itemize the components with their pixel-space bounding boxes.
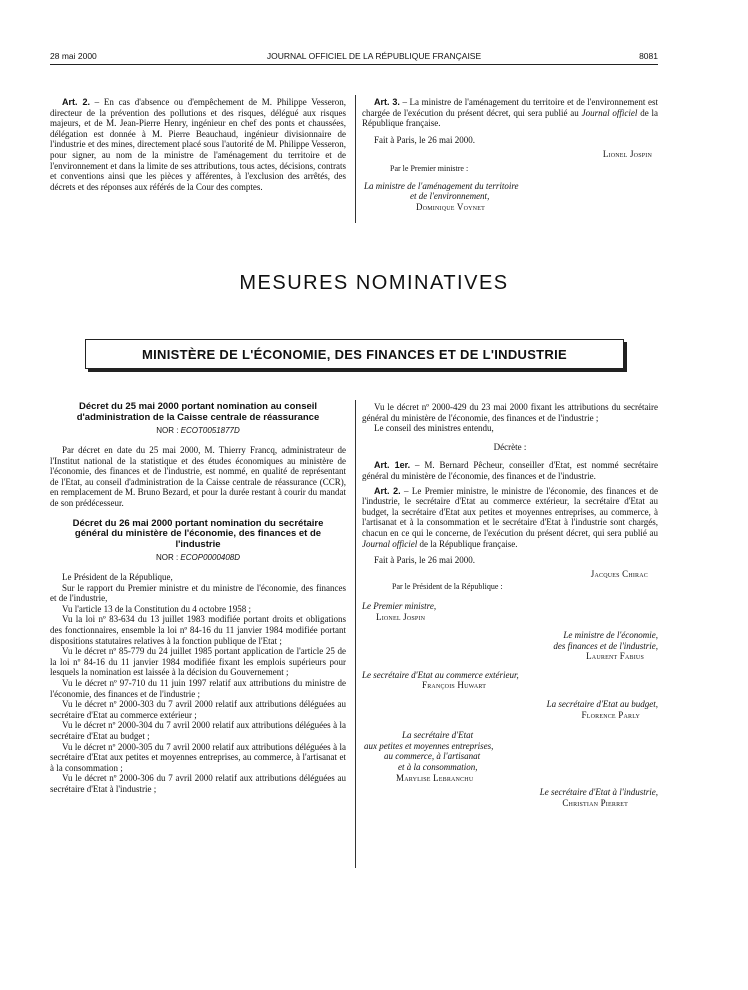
industry-name: Christian Pierret <box>562 797 628 808</box>
header-rule <box>50 64 658 65</box>
decret2-nor: NOR : ECOP0000408D <box>155 553 241 563</box>
column-divider-top <box>355 95 356 223</box>
top-signer: Lionel Jospin <box>602 149 652 160</box>
eco-name: Laurent Fabius <box>586 651 644 662</box>
header-page-number: 8081 <box>639 51 658 61</box>
budget-title: La secrétaire d'Etat au budget, <box>546 699 658 710</box>
header-date: 28 mai 2000 <box>50 51 97 61</box>
decret2-par: Par le Président de la République : <box>392 582 503 592</box>
pme-title-line2: aux petites et moyennes entreprises, <box>364 740 494 751</box>
eco-title-line1: Le ministre de l'économie, <box>563 630 658 641</box>
decret2-title: Décret du 26 mai 2000 portant nomination du secrétaire général du ministère de l'économie, des finances et de l'industrie <box>72 517 324 550</box>
top-fait: Fait à Paris, le 26 mai 2000. <box>374 134 475 145</box>
header-journal-title: JOURNAL OFFICIEL DE LA RÉPUBLIQUE FRANÇAISE <box>266 51 482 61</box>
ce-title: Le secrétaire d'Etat au commerce extérieur, <box>362 669 519 680</box>
decret1-nor: NOR : ECOT0051877D <box>156 426 240 435</box>
top-minister-line2: et de l'environnement, <box>410 191 490 202</box>
pme-title-line4: et à la consommation, <box>398 762 478 773</box>
top-article-3: Art. 3. – La ministre de l'aménagement du territoire et de l'environnement est chargée de l'exécution du présent décret, qui sera publié au Journal officiel de la République française. Fait à Paris, le 26 mai 2000. Lionel Jospin Par le Premier ministre : La ministre de l'aménagement du territoire et de l'environnement, Dominique Voynet <box>362 97 659 212</box>
right-column: Vu le décret nº 2000-429 du 23 mai 2000 fixant les attributions du secrétaire général du ministère de l'économie, des finances et de l'industrie ; Le conseil des ministres entendu, Décrète : Art. 1er. – M. Bernard Pêcheur, conseiller d'Etat, est nommé secrétaire général du ministère de l'économie, des finances et de l'industrie. Art. 2. – Le Premier ministre, le ministre de l'économie, des finances et de l'industrie, le secrétaire d'Etat au commerce extérieur, la secrétaire d'Etat au budget, la secrétaire d'Etat aux petites et moyennes entreprises, au commerce, à l'artisanat et à la consommation et le secrétaire d'Etat à l'industrie sont chargés, chacun en ce qui le concerne, de l'exécution du présent décret, qui sera publié au Journal officiel de la République française. Fait à Paris, le 26 mai 2000. Jacques Chirac Par le Président de la République : Le Premier ministre, Lionel Jospin Le ministre de l'économie, des finances et de l'industrie, Laurent Fabius Le secrétaire d'Etat au commerce extérieur, François Huwart La secrétaire d'Etat au budget, Florence Parly La secrétaire d'Etat aux petites et moyennes entreprises, au commerce, à l'artisanat et à la consommation, Marylise Lebranchu Le secrétaire d'Etat à l'industrie, Christian Pierret <box>362 402 658 808</box>
decret2-visas: Le Président de la République, Sur le rapport du Premier ministre et du ministre de l'économie, des finances et de l'industrie, Vu l'article 13 de la Constitution du 4 octobre 1958 ; Vu la loi nº 83-634 du 13 juillet 1983 modifiée portant droits et obligations des fonctionnaires, ensemble la loi nº 84-16 du 11 janvier 1984 modifiée portant dispositions statutaires relatives à la fonction publique de l'Etat ; Vu le décret nº 85-779 du 24 juillet 1985 portant application de l'article 25 de la loi nº 84-16 du 11 janvier 1984 modifiée fixant les emplois supérieurs pour lesquels la nomination est laissée à la décision du Gouvernement ; Vu le décret nº 97-710 du 11 juin 1997 relatif aux attributions du ministre de l'économie, des finances et de l'industrie ; Vu le décret nº 2000-303 du 7 avril 2000 relatif aux attributions déléguées au secrétaire d'Etat au commerce extérieur ; Vu le décret nº 2000-304 du 7 avril 2000 relatif aux attributions déléguées à la secrétaire d'Etat au budget ; Vu le décret nº 2000-305 du 7 avril 2000 relatif aux attributions déléguées à la secrétaire d'Etat aux petites et moyennes entreprises, au commerce, à l'artisanat et à la consommation ; Vu le décret nº 2000-306 du 7 avril 2000 relatif aux attributions déléguées au secrétaire d'Etat à l'industrie ; <box>50 572 346 794</box>
top-article-2: Art. 2. – En cas d'absence ou d'empêchement de M. Philippe Vesseron, directeur de la prévention des pollutions et des risques, délégué aux risques majeurs, et de M. Jean-Pierre Henry, ingénieur en chef des ponts et chaussées, délégation est donnée à M. Pierre Beauchaud, ingénieur divisionnaire de l'industrie et des mines, directement placé sous l'autorité de M. Philippe Vesseron, pour signer, au nom de la ministre de l'aménagement du territoire et de l'environnement et dans la limite de ses attributions, tous actes, décisions, contrats et conventions ainsi que les pièces y afférentes, à l'exclusion des arrêtés, des décrets et des réponses aux référés de la Cour des comptes. <box>50 97 346 192</box>
budget-name: Florence Parly <box>581 709 640 720</box>
left-column <box>50 402 346 795</box>
pme-title-line3: au commerce, à l'artisanat <box>384 751 481 762</box>
ministry-heading: MINISTÈRE DE L'ÉCONOMIE, DES FINANCES ET DE L'INDUSTRIE <box>142 346 567 362</box>
top-par: Par le Premier ministre : <box>390 163 469 173</box>
decret2-signer: Jacques Chirac <box>590 568 648 579</box>
pm-name: Lionel Jospin <box>376 611 426 622</box>
pme-name: Marylise Lebranchu <box>396 772 474 783</box>
pm-title: Le Premier ministre, <box>362 600 437 611</box>
ce-name: François Huwart <box>422 680 487 691</box>
decret2-article-2: Art. 2. – Le Premier ministre, le ministre de l'économie, des finances et de l'industrie, le secrétaire d'Etat au commerce extérieur, la secrétaire d'Etat au budget, la secrétaire d'Etat aux petites et moyennes entreprises, au commerce, à l'artisanat et à la consommation et le secrétaire d'Etat à l'industrie sont chargés, chacun en ce qui le concerne, de l'exécution du présent décret, qui sera publié au Journal officiel de la République française. <box>362 485 658 549</box>
decret1-title: Décret du 25 mai 2000 portant nomination au conseil d'administration de la Caisse centrale de réassurance <box>76 401 320 423</box>
top-minister-name: Dominique Voynet <box>416 201 485 212</box>
column-divider-bottom <box>355 400 356 868</box>
decrete: Décrète : <box>493 441 527 452</box>
decret1-text: Par décret en date du 25 mai 2000, M. Thierry Francq, administrateur de l'Institut national de la statistique et des études économiques au ministère de l'économie, des finances et de l'industrie, est nommé, en qualité de représentant de l'Etat, au conseil d'administration de la Caisse centrale de réassurance (CCR), en remplacement de M. Bruno Bezard, et pour la durée restant à courir du mandat de son prédécesseur. <box>50 445 346 508</box>
industry-title: Le secrétaire d'Etat à l'industrie, <box>539 787 658 798</box>
eco-title-line2: des finances et de l'industrie, <box>553 640 658 651</box>
decret2-fait: Fait à Paris, le 26 mai 2000. <box>374 555 475 566</box>
pme-title-line1: La secrétaire d'Etat <box>402 730 474 741</box>
ministry-heading-box <box>85 339 624 369</box>
decret2-article-1: Art. 1er. – M. Bernard Pêcheur, conseiller d'Etat, est nommé secrétaire général du ministère de l'économie, des finances et de l'industrie. <box>362 460 658 481</box>
section-title: MESURES NOMINATIVES <box>239 272 509 294</box>
top-minister-line1: La ministre de l'aménagement du territoire <box>364 180 519 191</box>
